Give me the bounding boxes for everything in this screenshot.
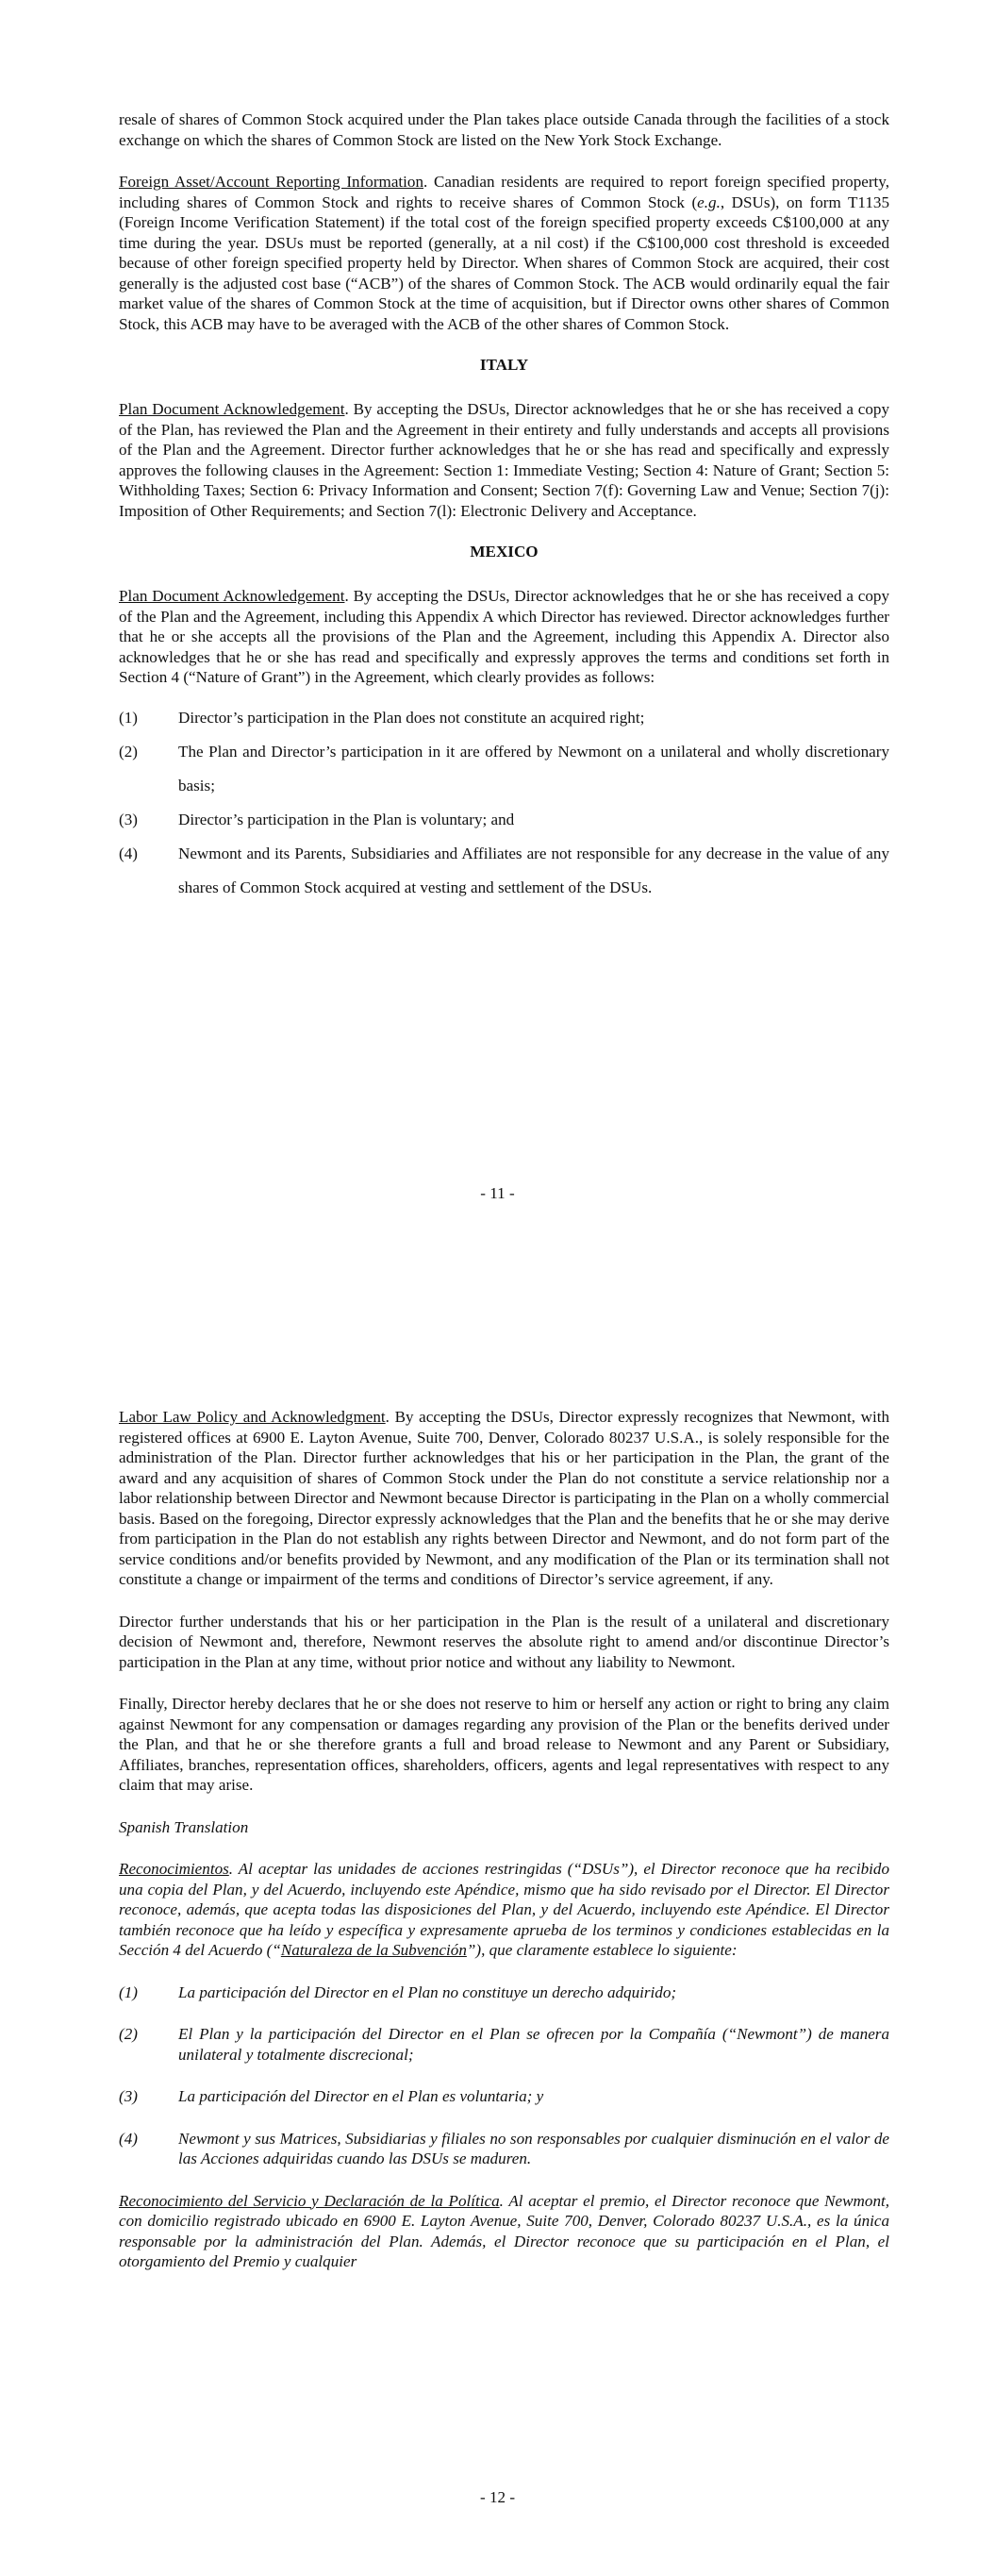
reconocimiento-servicio-text: . Al aceptar el premio, el Director reconoce que Newmont, con domicilio registrado ubicado en 6900 E. Layton Avenue, Suite 700, Denver, Colorado 80237 U.S.A., es la única responsable por la administración del Plan. Además, el Director reconoce que su participación en el Plan, el otorgamiento del Premio y cualquier [119,2191,890,2270]
list-item: (2) The Plan and Director’s participation in it are offered by Newmont on a unilateral and wholly discretionary basis; [119,742,889,795]
page-12 [0,1288,995,2576]
mexico-ack-text: . By accepting the DSUs, Director acknowledges that he or she has received a copy of the Plan and the Agreement, including this Appendix A which Director has reviewed. Director acknowledges further that he or she accepts all the provisions of the Plan and the Agreement, including this Appendix A. Director also acknowledges that he or she has read and specifically and expressly approves the terms and conditions set forth in Section 4 (“Nature of Grant”) in the Agreement, which clearly provides as follows: [119,587,889,686]
italy-heading: ITALY [479,356,529,374]
list-item: (4) Newmont and its Parents, Subsidiaries and Affiliates are not responsible for any decrease in the value of any shares of Common Stock acquired at vesting and settlement of the DSUs. [119,844,889,896]
further-paragraph: Director further understands that his or her participation in the Plan is the result of a unilateral and discretionary decision of Newmont and, therefore, Newmont reserves the absolute right to amend and/or discontinue Director’s participation in the Plan at any time, without prior notice and without any liability to Newmont. [119,1612,889,1671]
italy-paragraph [119,399,889,521]
spanish-translation-label: Spanish Translation [119,1817,249,1836]
reconocimientos-nature: Naturaleza de la Subvención [280,1941,467,1959]
resale-paragraph: resale of shares of Common Stock acquired under the Plan takes place outside Canada through the facilities of a stock exchange on which the shares of Common Stock are listed on the New York Stock Exchange. [119,110,889,149]
list-item: (1) Director’s participation in the Plan does not constitute an acquired right; [119,708,645,727]
spanish-numbered-list [119,1982,889,2169]
mexico-numbered-list [119,701,889,905]
labor-law-heading: Labor Law Policy and Acknowledgment [119,1408,386,1426]
reconocimiento-servicio-paragraph [119,2191,889,2272]
mexico-paragraph [119,586,889,688]
list-item: (3) La participación del Director en el Plan es voluntaria; y [119,2087,544,2105]
page-number: - 11 - [480,1184,515,1202]
labor-law-paragraph [119,1407,889,1590]
page-12-content [119,1407,889,2294]
list-item: (2) El Plan y la participación del Director en el Plan se ofrecen por la Compañía (“Newmont”) de manera unilateral y totalmente discrecional; [119,2025,889,2064]
list-item: (3) Director’s participation in the Plan is voluntary; and [119,810,515,828]
page-11-content [119,109,889,905]
reconocimientos-paragraph [119,1859,889,1961]
foreign-asset-heading: Foreign Asset/Account Reporting Information [119,173,424,191]
list-item: (4) Newmont y sus Matrices, Subsidiarias y filiales no son responsables por cualquier disminución en el valor de las Acciones adquiridas cuando las DSUs se maduren. [119,2129,889,2167]
finally-paragraph: Finally, Director hereby declares that he or she does not reserve to him or herself any action or right to bring any claim against Newmont for any compensation or damages regarding any provision of the Plan or the benefits derived under the Plan, and that he or she therefore grants a full and broad release to Newmont and any Parent or Subsidiary, Affiliates, branches, representation offices, shareholders, officers, agents and legal representatives with respect to any claim that may arise. [119,1695,889,1794]
mexico-ack-heading: Plan Document Acknowledgement [119,587,345,605]
foreign-asset-paragraph [119,172,889,334]
list-item: (1) La participación del Director en el Plan no constituye un derecho adquirido; [119,1982,677,2001]
foreign-asset-text-b: , DSUs), on form T1135 (Foreign Income Verification Statement) if the total cost of the foreign specified property exceeds C$100,000 at any time during the year. DSUs must be reported (generally, at a nil cost) if the C$100,000 cost threshold is exceeded because of other foreign specified property held by Director. When shares of Common Stock are acquired, their cost generally is the adjusted cost base (“ACB”) of the shares of Common Stock. The ACB would ordinarily equal the fair market value of the shares of Common Stock at the time of acquisition, but if Director owns other shares of Common Stock, this ACB may have to be averaged with the ACB of the other shares of Common Stock. [119,192,889,333]
page-number-12: - 12 - [479,2488,516,2506]
foreign-asset-eg: e.g. [697,192,721,211]
reconocimientos-text-b: ”), que claramente establece lo siguiente: [466,1941,738,1959]
reconocimientos-text-a: . Al aceptar las unidades de acciones restringidas (“DSUs”), el Director reconoce que ha recibido una copia del Plan, y del Acuerdo, incluyendo este Apéndice, mismo que ha sido revisado por el Director. El Director reconoce, además, que acepta todas las disposiciones del Plan, y del Acuerdo, incluyendo este Apéndice. El Director también reconoce que ha leído y específica y expresamente aprueba de los terminos y condiciones establecidas en la Sección 4 del Acuerdo (“ [119,1860,889,1959]
foreign-asset-text-a: . Canadian residents are required to report foreign specified property, including shares of Common Stock and rights to receive shares of Common Stock ( [119,173,890,211]
reconocimiento-servicio-heading: Reconocimiento del Servicio y Declaración de la Política [119,2191,500,2210]
reconocimientos-heading: Reconocimientos [119,1860,229,1878]
labor-law-text: . By accepting the DSUs, Director expressly recognizes that Newmont, with registered offices at 6900 E. Layton Avenue, Suite 700, Denver, Colorado 80237 U.S.A., is solely responsible for the administration of the Plan. Director further acknowledges that his or her participation in the Plan, the grant of the award and any acquisition of shares of Common Stock under the Plan do not constitute a service relationship nor a labor relationship between Director and Newmont because Director is participating in the Plan on a wholly commercial basis. Based on the foregoing, Director expressly acknowledges that the Plan and the benefits that he or she may derive from participation in the Plan do not establish any rights between Director and Newmont, and do not form part of the service conditions and/or benefits provided by Newmont, and any modification of the Plan or its termination shall not constitute a change or impairment of the terms and conditions of Director’s service agreement, if any. [119,1408,889,1588]
mexico-heading: MEXICO [470,543,539,560]
italy-ack-heading: Plan Document Acknowledgement [119,400,345,418]
italy-ack-text: . By accepting the DSUs, Director acknowledges that he or she has received a copy of the Plan, has reviewed the Plan and the Agreement in their entirety and fully understands and accepts all provisions of the Plan and the Agreement. Director further acknowledges that he or she has read and specifically and expressly approves the following clauses in the Agreement: Section 1: Immediate Vesting; Section 4: Nature of Grant; Section 5: Withholding Taxes; Section 6: Privacy Information and Consent; Section 7(f): Governing Law and Venue; Section 7(j): Imposition of Other Requirements; and Section 7(l): Electronic Delivery and Acceptance. [119,400,889,520]
